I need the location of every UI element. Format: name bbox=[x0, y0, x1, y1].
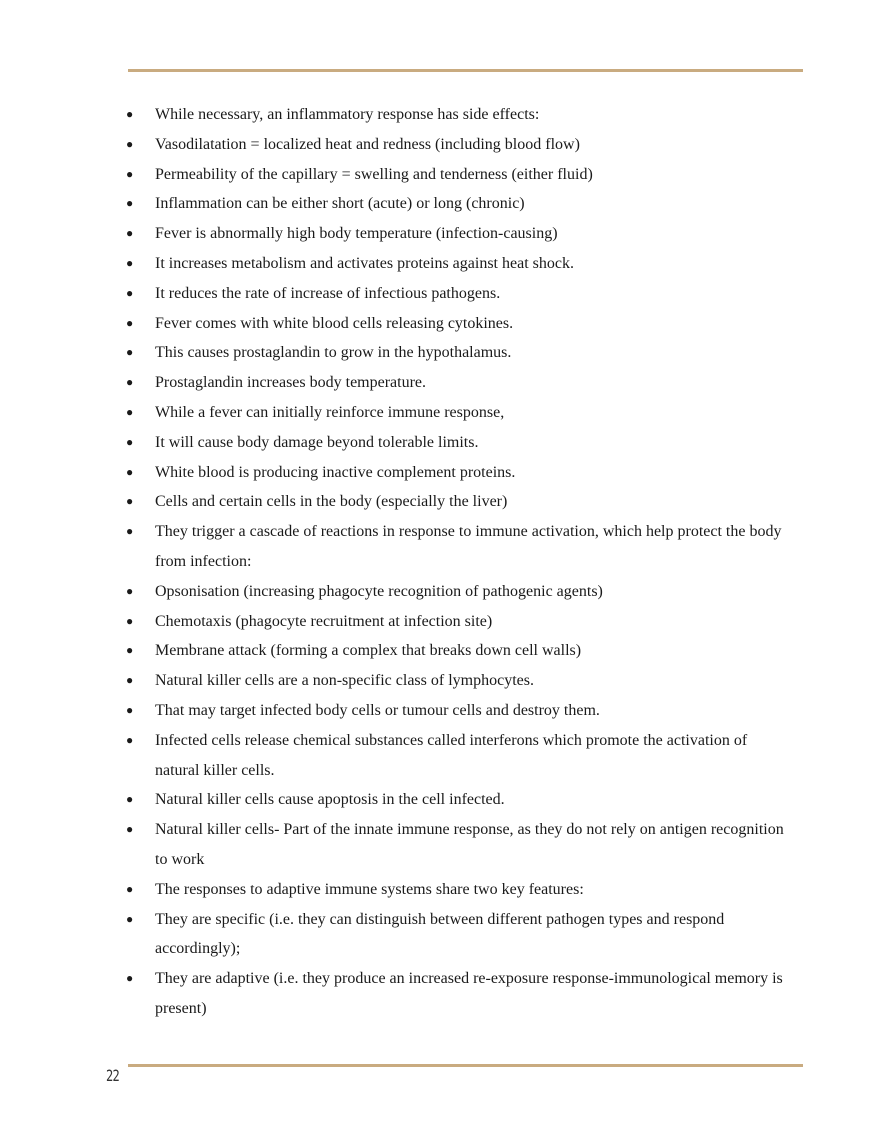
bullet-icon: ● bbox=[126, 583, 134, 598]
bullet-icon: ● bbox=[126, 524, 134, 539]
list-item bbox=[126, 279, 786, 309]
bullet-icon: ● bbox=[126, 464, 134, 479]
bullet-icon: ● bbox=[126, 166, 134, 181]
bullet-icon: ● bbox=[126, 107, 134, 121]
header-rule bbox=[128, 69, 803, 72]
list-item-text: Infected cells release chemical substances called interferons which promote the activation of natural killer cells. bbox=[155, 731, 748, 779]
bullet-icon: ● bbox=[126, 822, 134, 837]
bullet-icon: ● bbox=[126, 285, 134, 300]
list-item bbox=[126, 487, 786, 517]
list-item-text: Fever comes with white blood cells releasing cytokines. bbox=[155, 314, 514, 332]
list-item-text: Vasodilatation = localized heat and redness (including blood flow) bbox=[155, 135, 580, 153]
list-item-text: This causes prostaglandin to grow in the hypothalamus. bbox=[155, 344, 512, 362]
list-item-text: It reduces the rate of increase of infectious pathogens. bbox=[155, 284, 501, 302]
list-item bbox=[126, 607, 786, 637]
list-item bbox=[126, 666, 786, 696]
bullet-icon: ● bbox=[126, 673, 134, 688]
list-item bbox=[126, 428, 786, 458]
bullet-icon: ● bbox=[126, 255, 134, 270]
list-item-text: White blood is producing inactive complement proteins. bbox=[155, 463, 516, 481]
list-item-text: Membrane attack (forming a complex that breaks down cell walls) bbox=[155, 642, 582, 660]
list-item bbox=[126, 100, 786, 130]
list-item bbox=[126, 160, 786, 190]
list-item-text: It will cause body damage beyond tolerable limits. bbox=[155, 433, 479, 451]
list-item-text: While a fever can initially reinforce immune response, bbox=[155, 403, 505, 421]
list-item bbox=[126, 964, 786, 1024]
bullet-icon: ● bbox=[126, 434, 134, 449]
list-item-text: Natural killer cells- Part of the innate immune response, as they do not rely on antigen recognition to work bbox=[155, 821, 784, 868]
bullet-icon: ● bbox=[126, 136, 134, 151]
bullet-icon: ● bbox=[126, 881, 134, 896]
list-item-text: Cells and certain cells in the body (especially the liver) bbox=[155, 493, 508, 511]
list-item-text: They trigger a cascade of reactions in response to immune activation, which help protect the body from infection: bbox=[155, 523, 782, 570]
list-item-text: Natural killer cells cause apoptosis in the cell infected. bbox=[155, 791, 505, 809]
list-item bbox=[126, 338, 786, 368]
list-item-text: Inflammation can be either short (acute) or long (chronic) bbox=[155, 195, 525, 213]
bullet-icon: ● bbox=[126, 494, 134, 509]
bullet-icon: ● bbox=[126, 196, 134, 211]
page-number: 22 bbox=[106, 1066, 119, 1085]
list-item bbox=[126, 726, 786, 786]
bullet-icon: ● bbox=[126, 375, 134, 390]
list-item bbox=[126, 458, 786, 488]
bullet-list bbox=[126, 100, 786, 1024]
bullet-icon: ● bbox=[126, 643, 134, 658]
list-item bbox=[126, 517, 786, 577]
bullet-icon: ● bbox=[126, 315, 134, 330]
list-item bbox=[126, 785, 786, 815]
bullet-icon: ● bbox=[126, 404, 134, 419]
list-item-text: The responses to adaptive immune systems share two key features: bbox=[155, 880, 584, 898]
list-item bbox=[126, 249, 786, 279]
list-item-text: Opsonisation (increasing phagocyte recognition of pathogenic agents) bbox=[155, 582, 603, 600]
bullet-icon: ● bbox=[126, 732, 134, 747]
list-item bbox=[126, 636, 786, 666]
list-item bbox=[126, 130, 786, 160]
list-item bbox=[126, 189, 786, 219]
bullet-icon: ● bbox=[126, 792, 134, 807]
list-item-text: They are specific (i.e. they can distinguish between different pathogen types and respond accordingly); bbox=[155, 910, 725, 958]
bullet-icon: ● bbox=[126, 613, 134, 628]
list-item bbox=[126, 309, 786, 339]
list-item bbox=[126, 875, 786, 905]
list-item-text: They are adaptive (i.e. they produce an increased re-exposure response-immunological memory is present) bbox=[155, 970, 783, 1017]
list-item bbox=[126, 905, 786, 965]
list-item bbox=[126, 696, 786, 726]
list-item bbox=[126, 577, 786, 607]
list-item-text: Prostaglandin increases body temperature. bbox=[155, 374, 427, 392]
bullet-icon: ● bbox=[126, 226, 134, 241]
list-item bbox=[126, 219, 786, 249]
list-item-text: It increases metabolism and activates proteins against heat shock. bbox=[155, 254, 574, 272]
bullet-icon: ● bbox=[126, 911, 134, 926]
bullet-icon: ● bbox=[126, 702, 134, 717]
list-item-text: Fever is abnormally high body temperature (infection-causing) bbox=[155, 225, 558, 243]
list-item-text: Natural killer cells are a non-specific class of lymphocytes. bbox=[155, 672, 534, 690]
list-item bbox=[126, 368, 786, 398]
list-item-text: That may target infected body cells or tumour cells and destroy them. bbox=[155, 701, 600, 719]
list-item-text: While necessary, an inflammatory response has side effects: bbox=[155, 106, 540, 123]
list-item-text: Chemotaxis (phagocyte recruitment at infection site) bbox=[155, 612, 493, 630]
footer-rule bbox=[128, 1064, 803, 1067]
list-item bbox=[126, 815, 786, 875]
list-item-text: Permeability of the capillary = swelling and tenderness (either fluid) bbox=[155, 165, 593, 183]
bullet-icon: ● bbox=[126, 971, 134, 986]
bullet-icon: ● bbox=[126, 345, 134, 360]
list-item bbox=[126, 398, 786, 428]
